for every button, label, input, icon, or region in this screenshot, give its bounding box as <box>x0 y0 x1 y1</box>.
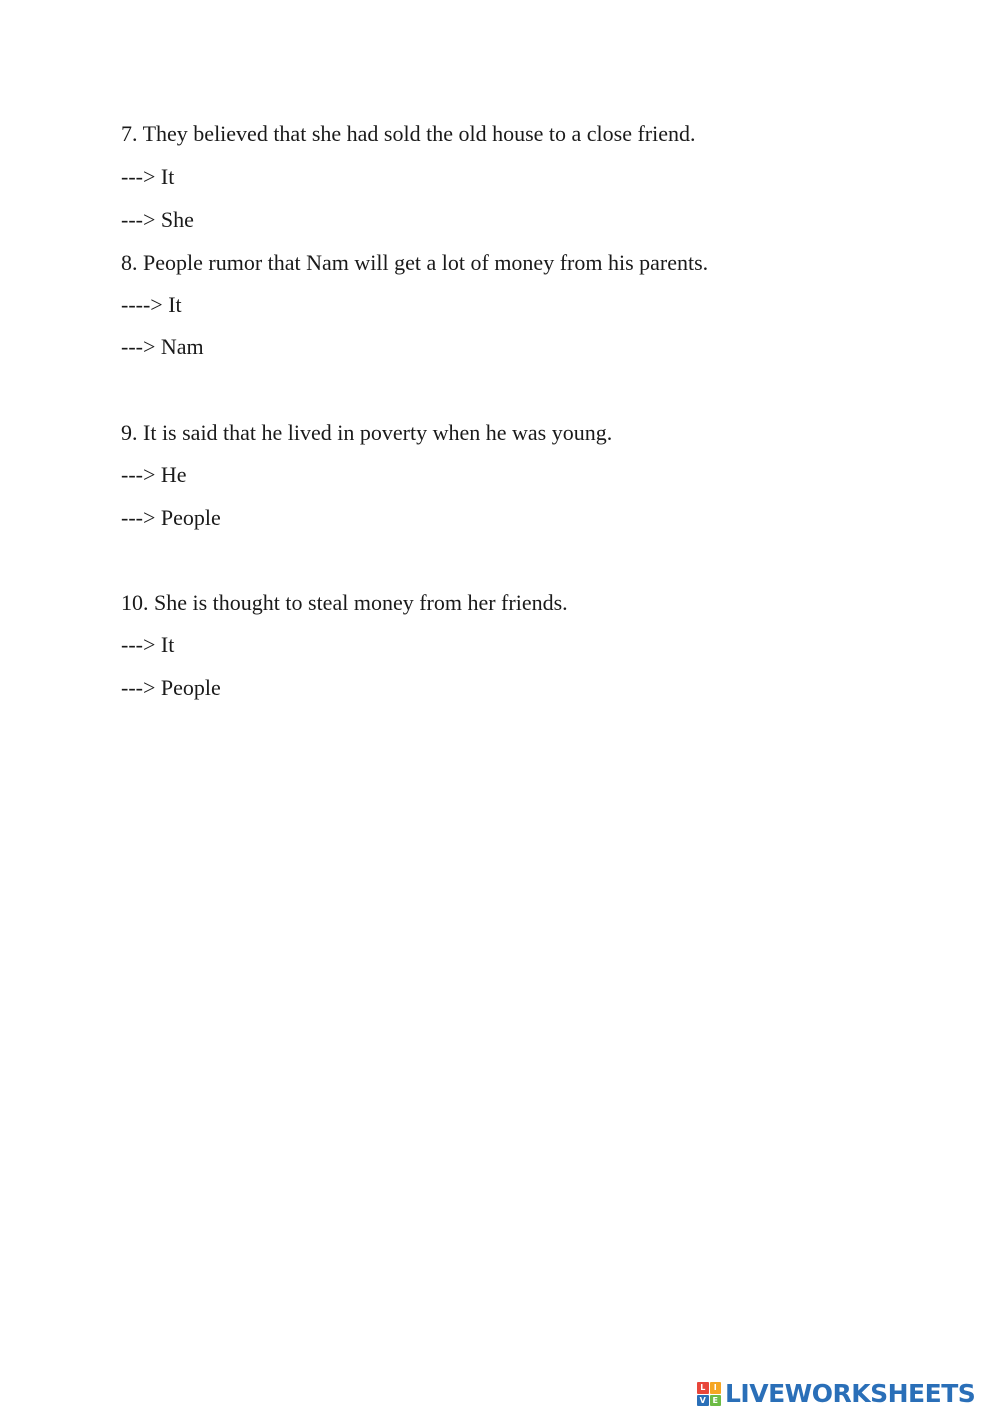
question-8-answer-it: ----> It <box>121 292 182 317</box>
logo-mark-cell-1: L <box>697 1382 709 1394</box>
liveworksheets-logo <box>697 1378 975 1410</box>
question-9-answer-people: ---> People <box>121 505 221 530</box>
logo-mark-cell-3: V <box>697 1395 709 1407</box>
question-9-prompt: 9. It is said that he lived in poverty when he was young. <box>121 420 613 445</box>
question-10-prompt: 10. She is thought to steal money from her friends. <box>121 590 568 615</box>
question-7-answer-she: ---> She <box>121 207 194 232</box>
question-8-answer-nam: ---> Nam <box>121 334 204 359</box>
logo-mark-cell-2: I <box>710 1382 722 1394</box>
question-10-answer-people: ---> People <box>121 675 221 700</box>
question-7-answer-it: ---> It <box>121 164 175 189</box>
question-7-prompt: 7. They believed that she had sold the old house to a close friend. <box>121 121 696 146</box>
question-10-answer-it: ---> It <box>121 632 175 657</box>
question-8-prompt: 8. People rumor that Nam will get a lot of money from his parents. <box>121 250 709 275</box>
logo-text: LIVEWORKSHEETS <box>725 1379 976 1408</box>
liveworksheets-logo-icon <box>697 1382 721 1406</box>
logo-mark-cell-4: E <box>710 1395 722 1407</box>
question-9-answer-he: ---> He <box>121 462 187 487</box>
